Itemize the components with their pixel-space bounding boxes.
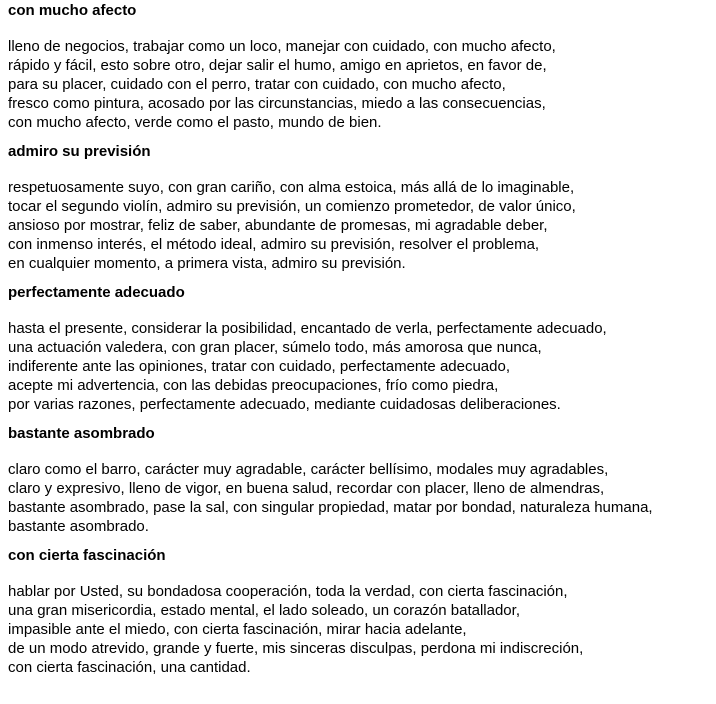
section-heading: bastante asombrado — [8, 425, 155, 442]
text-line: hasta el presente, considerar la posibilidad, encantado de verla, perfectamente adecuado, — [8, 320, 607, 337]
text-line: respetuosamente suyo, con gran cariño, con alma estoica, más allá de lo imaginable, — [8, 179, 575, 196]
text-line: fresco como pintura, acosado por las circunstancias, miedo a las consecuencias, — [8, 95, 546, 112]
text-line: para su placer, cuidado con el perro, tratar con cuidado, con mucho afecto, — [8, 76, 506, 93]
text-line: tocar el segundo violín, admiro su previsión, un comienzo prometedor, de valor único, — [8, 198, 576, 215]
section-body — [8, 582, 708, 677]
text-line: lleno de negocios, trabajar como un loco, manejar con cuidado, con mucho afecto, — [8, 38, 556, 55]
text-line: con mucho afecto, verde como el pasto, mundo de bien. — [8, 114, 382, 131]
section-heading: con mucho afecto — [8, 2, 137, 19]
text-line: rápido y fácil, esto sobre otro, dejar salir el humo, amigo en aprietos, en favor de, — [8, 57, 547, 74]
section-body — [8, 178, 708, 273]
section-heading: perfectamente adecuado — [8, 284, 185, 301]
text-line: claro y expresivo, lleno de vigor, en buena salud, recordar con placer, lleno de almendras, — [8, 480, 605, 497]
text-line: ansioso por mostrar, feliz de saber, abundante de promesas, mi agradable deber, — [8, 217, 548, 234]
text-line: una actuación valedera, con gran placer, súmelo todo, más amorosa que nunca, — [8, 339, 542, 356]
section-heading: con cierta fascinación — [8, 547, 166, 564]
text-line: indiferente ante las opiniones, tratar con cuidado, perfectamente adecuado, — [8, 358, 511, 375]
text-line: con inmenso interés, el método ideal, admiro su previsión, resolver el problema, — [8, 236, 540, 253]
section-body — [8, 460, 708, 536]
text-line: una gran misericordia, estado mental, el lado soleado, un corazón batallador, — [8, 602, 520, 619]
section-body — [8, 37, 708, 132]
text-line: en cualquier momento, a primera vista, admiro su previsión. — [8, 255, 406, 272]
section-perfectamente-adecuado — [8, 284, 708, 414]
section-body — [8, 319, 708, 414]
text-line: impasible ante el miedo, con cierta fascinación, mirar hacia adelante, — [8, 621, 467, 638]
section-bastante-asombrado — [8, 425, 708, 536]
text-line: bastante asombrado. — [8, 518, 149, 535]
text-line: de un modo atrevido, grande y fuerte, mis sinceras disculpas, perdona mi indiscreción, — [8, 640, 584, 657]
section-con-cierta-fascinacion — [8, 547, 708, 677]
section-con-mucho-afecto — [8, 2, 708, 132]
section-admiro-su-prevision — [8, 143, 708, 273]
text-line: acepte mi advertencia, con las debidas preocupaciones, frío como piedra, — [8, 377, 499, 394]
text-line: con cierta fascinación, una cantidad. — [8, 659, 251, 676]
text-line: bastante asombrado, pase la sal, con singular propiedad, matar por bondad, naturaleza humana, — [8, 499, 653, 516]
text-line: por varias razones, perfectamente adecuado, mediante cuidadosas deliberaciones. — [8, 396, 561, 413]
text-line: hablar por Usted, su bondadosa cooperación, toda la verdad, con cierta fascinación, — [8, 583, 568, 600]
section-heading: admiro su previsión — [8, 143, 151, 160]
text-line: claro como el barro, carácter muy agradable, carácter bellísimo, modales muy agradables, — [8, 461, 609, 478]
